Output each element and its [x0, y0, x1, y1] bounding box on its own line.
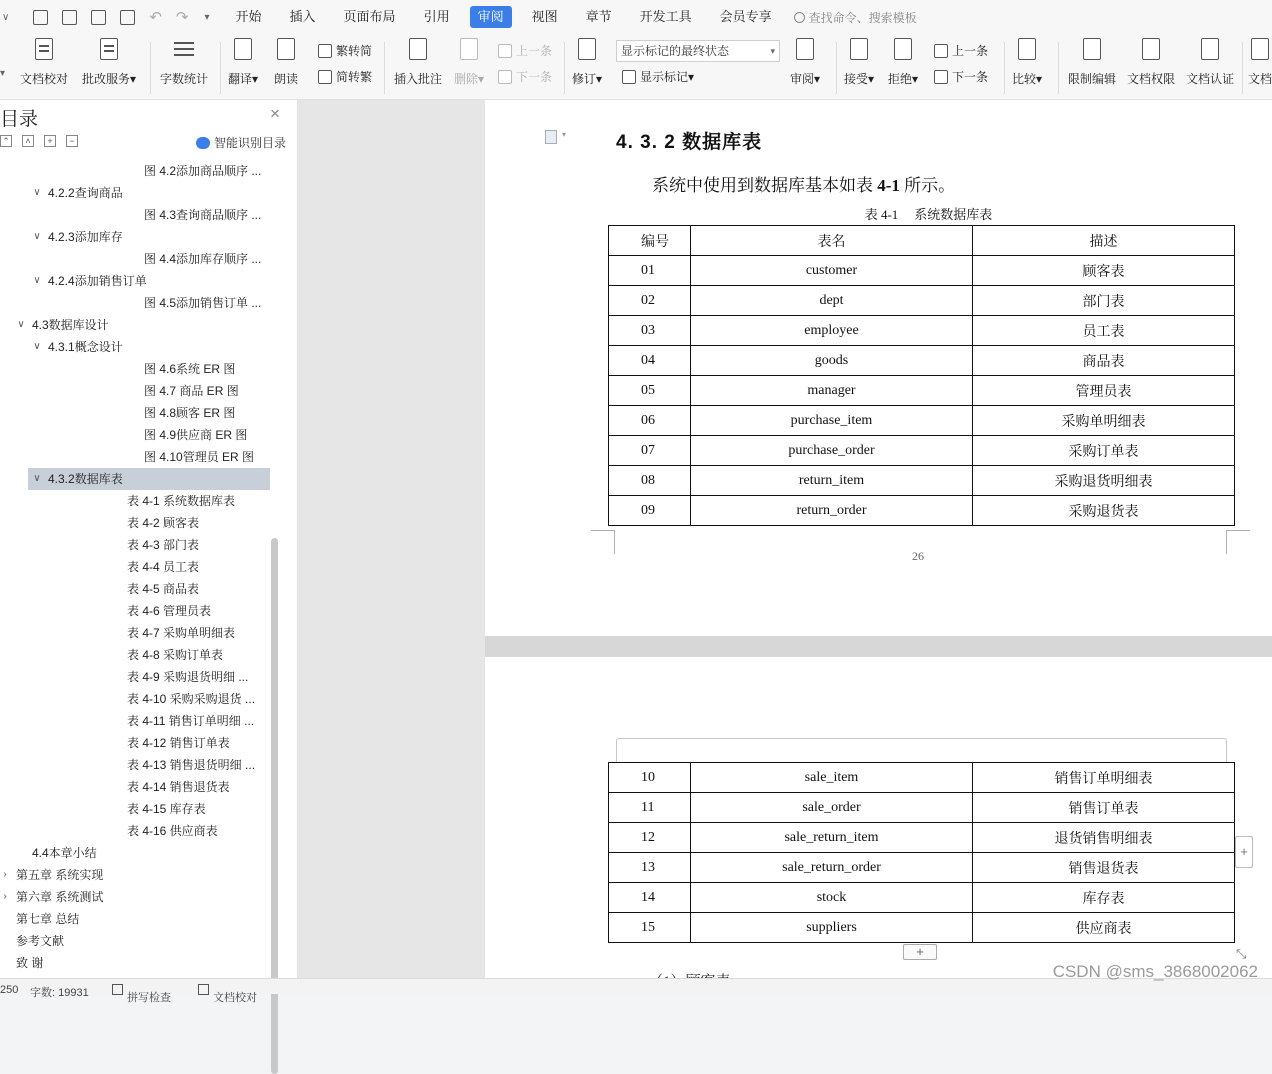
toc-item-label: 图 4.4添加库存顺序 ... [144, 252, 262, 266]
table-row [609, 496, 1235, 526]
toc-item-label: 第七章 总结 [16, 912, 80, 926]
table-cell[interactable]: 10 [609, 763, 691, 793]
chevron-down-icon[interactable]: ∨ [33, 473, 41, 484]
toc-item-label: 图 4.8顾客 ER 图 [144, 406, 236, 420]
proofread-status-icon [198, 984, 209, 995]
prev-change-button[interactable] [934, 42, 988, 59]
table-cell[interactable]: 08 [609, 466, 691, 496]
table-cell[interactable]: suppliers [691, 913, 973, 943]
section-heading: 4. 3. 2 数据库表 [616, 132, 763, 153]
table-cell[interactable]: 退货销售明细表 [973, 823, 1235, 853]
table-header-cell[interactable]: 编号 [609, 226, 691, 256]
simp-to-trad-button[interactable] [318, 68, 372, 85]
toc-item-label: 表 4-16 供应商表 [127, 824, 218, 838]
toc-item[interactable] [0, 204, 272, 226]
toc-item[interactable] [0, 226, 272, 248]
table-row [609, 853, 1235, 883]
toc-item-label: 表 4-10 采购采购退货 ... [127, 692, 256, 706]
restrict-editing-label: 限制编辑 [1068, 72, 1117, 86]
trad-to-simp-label: 繁转简 [336, 44, 373, 58]
close-icon[interactable]: × [270, 104, 280, 123]
menu-tab[interactable]: 审阅 [470, 6, 512, 28]
table-cell[interactable]: employee [691, 316, 973, 346]
ribbon-review [0, 34, 1272, 100]
document-page [485, 100, 1272, 636]
smart-toc-label: 智能识别目录 [214, 136, 287, 150]
table-cell[interactable]: 销售订单明细表 [973, 763, 1235, 793]
export-pdf-icon[interactable] [62, 10, 77, 25]
table-cell[interactable]: 采购单明细表 [973, 406, 1235, 436]
para-text-post: 所示。 [899, 176, 956, 195]
toc-item[interactable] [0, 270, 272, 292]
proofread-button[interactable] [20, 38, 68, 87]
trad-to-simp-button[interactable] [318, 42, 372, 59]
toc-item-label: 表 4-2 顾客表 [127, 516, 200, 530]
save-icon[interactable] [33, 10, 48, 25]
toc-item[interactable] [0, 380, 272, 402]
toc-item[interactable] [0, 160, 272, 182]
word-count-status[interactable]: 字数: 19931 [30, 987, 89, 999]
table-cell[interactable]: manager [691, 376, 973, 406]
word-count-button[interactable] [160, 38, 208, 87]
menu-tab[interactable]: 插入 [289, 9, 316, 24]
certify-icon [1198, 38, 1222, 62]
add-heading-icon[interactable]: + [44, 135, 56, 147]
toc-item[interactable] [0, 732, 272, 754]
accept-label: 接受▾ [844, 72, 875, 86]
table-cell[interactable]: 采购退货明细表 [973, 466, 1235, 496]
toc-item[interactable] [0, 754, 272, 776]
proofread-label: 文档校对 [20, 72, 69, 86]
table-cell[interactable]: 14 [609, 883, 691, 913]
table-row [609, 346, 1235, 376]
add-column-button[interactable]: + [1235, 836, 1253, 868]
ribbon-divider [836, 42, 837, 94]
correction-service-icon [97, 38, 121, 62]
toc-item[interactable] [0, 710, 272, 732]
doc-permission-button[interactable] [1127, 38, 1175, 87]
review-pane-label: 审阅▾ [790, 72, 821, 86]
watermark: CSDN @sms_3868002062 [1052, 962, 1258, 981]
toc-item-label: 4.3数据库设计 [32, 318, 109, 332]
toc-item-label: 4.2.2查询商品 [48, 186, 123, 200]
spell-check-label: 拼写检查 [127, 992, 171, 1004]
table-row [609, 913, 1235, 943]
header-area[interactable] [616, 738, 1227, 762]
page-number: 26 [912, 549, 924, 563]
toc-item[interactable] [0, 292, 272, 314]
menu-tab[interactable]: 视图 [531, 9, 558, 24]
table-cell[interactable]: 员工表 [973, 316, 1235, 346]
toc-item-label: 表 4-7 采购单明细表 [127, 626, 236, 640]
table-cell[interactable]: sale_order [691, 793, 973, 823]
toc-item-label: 表 4-15 库存表 [127, 802, 206, 816]
menu-tab[interactable]: 开发工具 [639, 9, 692, 24]
chevron-down-icon[interactable]: ∨ [2, 11, 10, 23]
table-row [609, 256, 1235, 286]
table-caption [485, 204, 1272, 223]
correction-service-label: 批改服务▾ [82, 72, 137, 86]
trad-simp-icon [318, 44, 332, 58]
table-cell[interactable]: 05 [609, 376, 691, 406]
correction-service-button[interactable] [82, 38, 136, 87]
review-pane-icon [793, 38, 817, 62]
toc-item[interactable] [0, 688, 272, 710]
toc-item-label: 表 4-6 管理员表 [127, 604, 212, 618]
accept-icon [847, 38, 871, 62]
doc-extra-label: 文档 [1248, 72, 1272, 86]
doc-certify-button[interactable] [1186, 38, 1234, 87]
table-cell[interactable]: 销售退货表 [973, 853, 1235, 883]
menu-tabs [222, 6, 786, 28]
track-changes-label: 修订▾ [572, 72, 603, 86]
toc-item-label: 图 4.2添加商品顺序 ... [144, 164, 262, 178]
translate-icon [231, 38, 255, 62]
paragraph-handle-icon[interactable] [545, 130, 557, 144]
crop-mark [591, 530, 615, 554]
track-changes-icon [575, 38, 599, 62]
permission-icon [1139, 38, 1163, 62]
read-aloud-icon [274, 38, 298, 62]
compare-icon [1015, 38, 1039, 62]
toc-item-label: 表 4-4 员工表 [127, 560, 200, 574]
next-change-button[interactable] [934, 68, 988, 85]
table-cell[interactable]: dept [691, 286, 973, 316]
toc-item[interactable] [0, 534, 272, 556]
quick-access-toolbar [33, 8, 209, 26]
ribbon-overflow-chevron-icon[interactable]: ▾ [0, 68, 6, 79]
toc-item-label: 图 4.6系统 ER 图 [144, 362, 236, 376]
toc-item-label: 4.3.1概念设计 [48, 340, 123, 354]
reject-icon [891, 38, 915, 62]
doc-certify-label: 文档认证 [1186, 72, 1235, 86]
markup-state-select[interactable] [616, 40, 780, 62]
table-row [609, 376, 1235, 406]
table-cell[interactable]: sale_return_item [691, 823, 973, 853]
search-icon [794, 12, 805, 23]
toc-item-label: 图 4.3查询商品顺序 ... [144, 208, 262, 222]
body-paragraph [652, 171, 955, 196]
toc-panel [0, 100, 298, 978]
toc-item[interactable] [0, 798, 272, 820]
ribbon-divider [1058, 42, 1059, 94]
delete-comment-icon [457, 38, 481, 62]
menu-tab[interactable]: 章节 [585, 9, 612, 24]
table-cell[interactable]: 03 [609, 316, 691, 346]
toc-item[interactable] [0, 622, 272, 644]
add-row-button[interactable]: + [903, 944, 937, 960]
menu-bar [0, 0, 1272, 34]
toc-item-label: 4.4本章小结 [32, 846, 97, 860]
next-comment-label: 下一条 [516, 70, 553, 84]
toc-item-label: 图 4.7 商品 ER 图 [144, 384, 239, 398]
toc-item[interactable] [0, 578, 272, 600]
chevron-down-icon[interactable]: ▾ [562, 130, 567, 139]
toc-item-label: 表 4-8 采购订单表 [127, 648, 224, 662]
table-row [609, 466, 1235, 496]
prev-change-icon [934, 44, 948, 58]
toc-list [0, 160, 272, 974]
word-count-label: 字数统计 [160, 72, 209, 86]
toc-item-label: 图 4.9供应商 ER 图 [144, 428, 248, 442]
toc-item-label: 表 4-1 系统数据库表 [127, 494, 236, 508]
ribbon-divider [220, 42, 221, 94]
ribbon-divider [564, 42, 565, 94]
delete-comment-button[interactable] [454, 38, 484, 87]
toc-item-label: 图 4.10管理员 ER 图 [144, 450, 255, 464]
simp-trad-icon [318, 70, 332, 84]
menu-tab[interactable]: 会员专享 [719, 9, 772, 24]
toc-item-label: 4.3.2数据库表 [48, 472, 123, 486]
robot-icon [196, 137, 210, 149]
table-cell[interactable]: 04 [609, 346, 691, 376]
table-row [609, 406, 1235, 436]
restrict-editing-button[interactable] [1068, 38, 1116, 87]
spell-check-icon [112, 984, 123, 995]
next-change-label: 下一条 [952, 70, 989, 84]
translate-button[interactable] [228, 38, 258, 87]
doc-extra-button[interactable] [1248, 38, 1272, 87]
doc-extra-icon [1248, 38, 1272, 62]
table-cell[interactable]: 销售订单表 [973, 793, 1235, 823]
toc-item-label: 致 谢 [16, 956, 44, 970]
ribbon-divider [1242, 42, 1243, 94]
crop-mark [1226, 530, 1250, 554]
toc-item[interactable] [0, 446, 272, 468]
undo-icon[interactable]: ↶ [149, 9, 162, 26]
chevron-down-icon[interactable]: ∨ [33, 231, 41, 242]
table-cell[interactable]: 部门表 [973, 286, 1235, 316]
toc-item-label: 参考文献 [16, 934, 65, 948]
table-cell[interactable]: goods [691, 346, 973, 376]
insert-comment-button[interactable] [394, 38, 442, 87]
toc-item-label: 表 4-12 销售订单表 [127, 736, 230, 750]
track-changes-button[interactable] [572, 38, 602, 87]
table-cell[interactable]: 13 [609, 853, 691, 883]
table-cell[interactable]: sale_item [691, 763, 973, 793]
table-row [609, 763, 1235, 793]
chevron-down-icon[interactable]: ∨ [33, 187, 41, 198]
table-row [609, 316, 1235, 346]
next-change-icon [934, 70, 948, 84]
toc-item[interactable] [0, 490, 272, 512]
table-header-row [609, 226, 1235, 256]
prev-change-label: 上一条 [952, 44, 989, 58]
chevron-down-icon[interactable]: ∨ [17, 319, 25, 330]
toc-item[interactable] [0, 820, 272, 842]
ribbon-divider [150, 42, 151, 94]
toc-item[interactable] [0, 600, 272, 622]
table-header-cell[interactable]: 描述 [973, 226, 1235, 256]
customize-chevron-icon[interactable]: ▾ [204, 11, 210, 23]
toc-item-label: 表 4-3 部门表 [127, 538, 200, 552]
table-cell[interactable]: 采购订单表 [973, 436, 1235, 466]
chevron-right-icon[interactable]: › [3, 891, 7, 902]
reject-label: 拒绝▾ [888, 72, 919, 86]
lock-icon [1080, 38, 1104, 62]
compare-button[interactable] [1012, 38, 1042, 87]
read-aloud-label: 朗读 [274, 72, 299, 86]
menu-tab[interactable]: 引用 [423, 9, 450, 24]
toc-item[interactable] [0, 776, 272, 798]
table-row [609, 883, 1235, 913]
table-cell[interactable]: 商品表 [973, 346, 1235, 376]
reject-button[interactable] [888, 38, 918, 87]
menu-tab[interactable]: 页面布局 [343, 9, 396, 24]
collapse-all-icon[interactable]: ⌃ [0, 135, 12, 147]
table-row [609, 793, 1235, 823]
proofread-status[interactable] [198, 984, 257, 1004]
review-pane-button[interactable] [790, 38, 820, 87]
prev-comment-label: 上一条 [516, 44, 553, 58]
page-gap [485, 636, 1272, 657]
document-area [298, 100, 1272, 978]
table-cell[interactable]: return_item [691, 466, 973, 496]
toc-item[interactable] [0, 248, 272, 270]
toc-item-label: 4.2.3添加库存 [48, 230, 123, 244]
toc-item[interactable] [0, 644, 272, 666]
para-table-ref: 4-1 [877, 176, 900, 195]
table-cell[interactable]: customer [691, 256, 973, 286]
toc-item-label: 表 4-11 销售订单明细 ... [127, 714, 255, 728]
toc-toolbar [0, 135, 78, 147]
expand-level-icon[interactable]: ˄ [22, 135, 34, 147]
toc-item[interactable] [0, 424, 272, 446]
toc-item[interactable] [0, 336, 272, 358]
toc-item[interactable] [0, 556, 272, 578]
menu-tab[interactable]: 开始 [235, 9, 262, 24]
toc-item[interactable] [0, 512, 272, 534]
search-placeholder: 查找命令、搜索模板 [808, 10, 917, 25]
toc-item-label: 4.2.4添加销售订单 [48, 274, 147, 288]
ribbon-divider [1004, 42, 1005, 94]
toc-item[interactable] [0, 842, 272, 864]
toc-item[interactable] [28, 468, 270, 490]
prev-comment-button[interactable] [498, 42, 552, 59]
proofread-status-label: 文档校对 [213, 992, 257, 1004]
table-cell[interactable]: 06 [609, 406, 691, 436]
table-cell[interactable]: sale_return_order [691, 853, 973, 883]
next-comment-icon [498, 70, 512, 84]
spell-check-status[interactable] [112, 984, 171, 1004]
toc-item[interactable] [0, 952, 272, 974]
toc-item-label: 第五章 系统实现 [16, 868, 104, 882]
table-cell[interactable]: return_order [691, 496, 973, 526]
toc-item-label: 第六章 系统测试 [16, 890, 104, 904]
remove-heading-icon[interactable]: − [66, 135, 78, 147]
doc-permission-label: 文档权限 [1127, 72, 1176, 86]
proofread-icon [32, 38, 56, 62]
table-cell[interactable]: purchase_order [691, 436, 973, 466]
para-text-pre: 系统中使用到数据库基本如表 [652, 176, 878, 195]
simp-to-trad-label: 简转繁 [336, 70, 373, 84]
print-preview-icon[interactable] [120, 10, 135, 25]
toc-item-label: 图 4.5添加销售订单 ... [144, 296, 262, 310]
delete-comment-label: 删除▾ [454, 72, 485, 86]
read-aloud-button[interactable] [274, 38, 298, 87]
table-row [609, 436, 1235, 466]
toc-item-label: 表 4-14 销售退货表 [127, 780, 230, 794]
chevron-down-icon[interactable]: ∨ [33, 275, 41, 286]
print-icon[interactable] [91, 10, 106, 25]
toc-item[interactable] [0, 666, 272, 688]
table-cell[interactable]: 供应商表 [973, 913, 1235, 943]
toc-item-label: 表 4-13 销售退货明细 ... [127, 758, 256, 772]
toc-item[interactable] [0, 886, 272, 908]
show-markup-button[interactable]: 显示标记 ▾ [622, 68, 694, 85]
table-cell[interactable]: 02 [609, 286, 691, 316]
expand-table-icon[interactable]: ⤡ [1236, 946, 1247, 961]
toc-item[interactable] [0, 182, 272, 204]
translate-label: 翻译▾ [228, 72, 259, 86]
ribbon-divider [384, 42, 385, 94]
table-header-cell[interactable]: 表名 [691, 226, 973, 256]
smart-toc-button[interactable] [196, 134, 286, 151]
table-cell[interactable]: 15 [609, 913, 691, 943]
chevron-down-icon[interactable]: ∨ [33, 341, 41, 352]
table-row [609, 286, 1235, 316]
table-cell[interactable]: 01 [609, 256, 691, 286]
chevron-right-icon[interactable]: › [3, 869, 7, 880]
toc-item-label: 表 4-5 商品表 [127, 582, 200, 596]
table-cell[interactable]: 07 [609, 436, 691, 466]
command-search[interactable] [794, 9, 917, 26]
word-count-icon [172, 38, 196, 62]
table-cell[interactable]: 库存表 [973, 883, 1235, 913]
toc-item[interactable] [0, 358, 272, 380]
prev-comment-icon [498, 44, 512, 58]
select-caret-icon: ▾ [770, 46, 775, 56]
table-cell[interactable]: 顾客表 [973, 256, 1235, 286]
toc-item[interactable] [0, 314, 272, 336]
caption-number: 表 4-1 [864, 207, 899, 222]
toc-item-label: 表 4-9 采购退货明细 ... [127, 670, 249, 684]
next-comment-button[interactable] [498, 68, 552, 85]
table-cell[interactable]: 采购退货表 [973, 496, 1235, 526]
insert-comment-label: 插入批注 [394, 72, 443, 86]
redo-icon[interactable]: ↷ [175, 9, 189, 26]
table-cell[interactable]: 09 [609, 496, 691, 526]
database-table [608, 225, 1235, 526]
insert-comment-icon [406, 38, 430, 62]
accept-button[interactable] [844, 38, 874, 87]
table-cell[interactable]: 11 [609, 793, 691, 823]
toc-item[interactable] [0, 864, 272, 886]
table-cell[interactable]: 管理员表 [973, 376, 1235, 406]
compare-label: 比较▾ [1012, 72, 1043, 86]
show-markup-label: 显示标记 [640, 70, 689, 84]
table-cell[interactable]: stock [691, 883, 973, 913]
toc-item[interactable] [0, 908, 272, 930]
toc-item[interactable] [0, 930, 272, 952]
toc-item[interactable] [0, 402, 272, 424]
caption-text: 系统数据库表 [914, 207, 993, 222]
table-row [609, 823, 1235, 853]
show-markup-icon [622, 70, 636, 84]
table-cell[interactable]: purchase_item [691, 406, 973, 436]
markup-state-value: 显示标记的最终状态 [621, 44, 730, 58]
database-table-continued [608, 762, 1235, 943]
table-cell[interactable]: 12 [609, 823, 691, 853]
page-indicator[interactable]: 250 [0, 984, 19, 996]
toc-title: 目录 [0, 109, 39, 130]
